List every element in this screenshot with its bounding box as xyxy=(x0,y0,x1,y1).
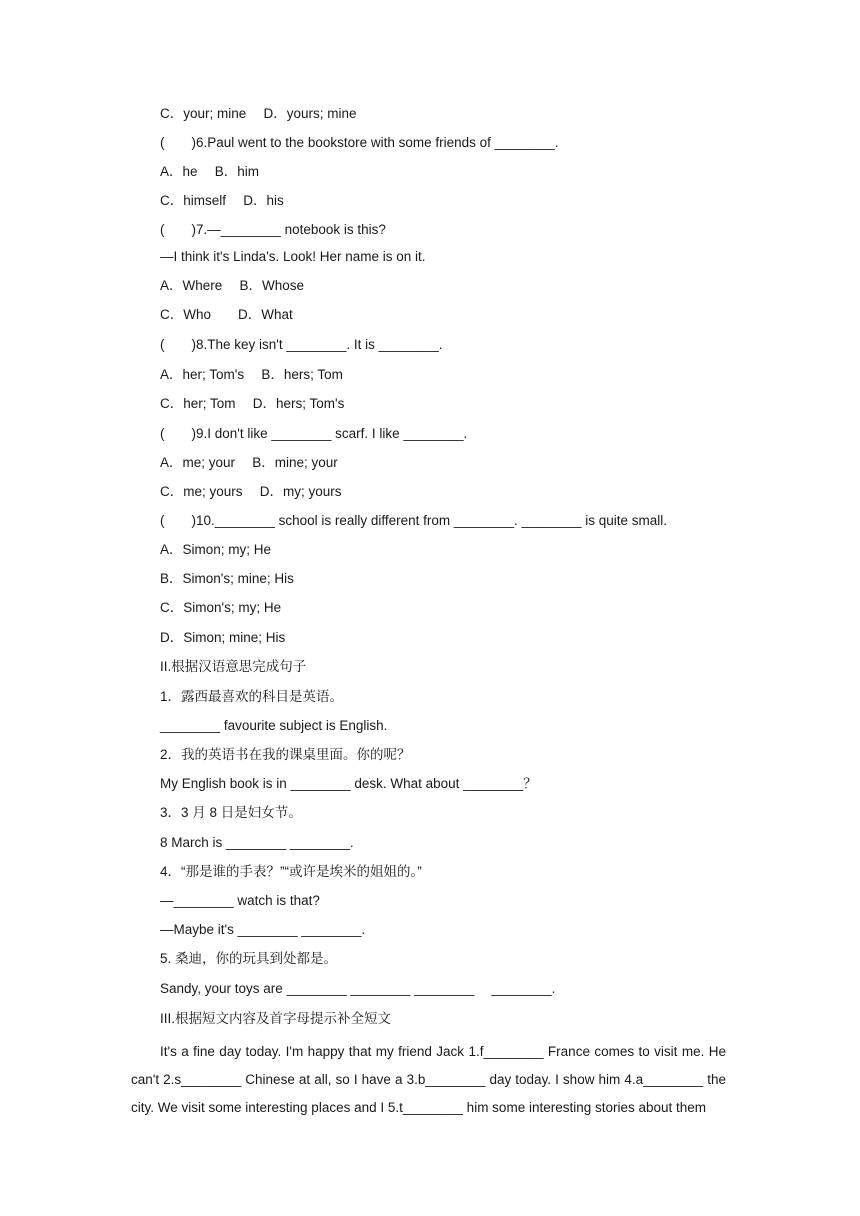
sentence-3-english: 8 March is ________ ________. xyxy=(160,835,354,850)
sentence-5-chinese: 5. 桑迪，你的玩具到处都是。 xyxy=(160,951,338,966)
section-3-heading: III.根据短文内容及首字母提示补全短文 xyxy=(160,1011,392,1026)
question-10-stem: ( )10.________ school is really different from ________. ________ is quite small. xyxy=(160,513,668,528)
sentence-3-chinese: 3．3 月 8 日是妇女节。 xyxy=(160,805,302,820)
question-8-stem: ( )8.The key isn't ________. It is ________. xyxy=(160,337,443,352)
question-10-option-a: A．Simon; my; He xyxy=(160,542,272,557)
sentence-4-english-line-2: —Maybe it's ________ ________. xyxy=(160,922,366,937)
section-2-heading: II.根据汉语意思完成句子 xyxy=(160,659,307,674)
sentence-2-english: My English book is in ________ desk. What about ________？ xyxy=(160,776,537,791)
question-9-options-cd: C．me; yours D．my; yours xyxy=(160,484,342,499)
question-10-option-d: D．Simon; mine; His xyxy=(160,630,286,645)
question-9-options-ab: A．me; your B．mine; your xyxy=(160,455,338,470)
question-6-stem: ( )6.Paul went to the bookstore with some friends of ________. xyxy=(160,135,559,150)
sentence-2-chinese: 2．我的英语书在我的课桌里面。你的呢？ xyxy=(160,747,411,762)
question-8-options-cd: C．her; Tom D．hers; Tom's xyxy=(160,396,345,411)
question-7-options-cd: C．Who D．What xyxy=(160,307,293,322)
question-7-stem: ( )7.—________ notebook is this? xyxy=(160,222,386,237)
question-5-options-cd: C．your; mine D．yours; mine xyxy=(160,106,357,121)
question-7-reply: —I think it's Linda's. Look! Her name is on it. xyxy=(160,249,426,264)
question-10-option-b: B．Simon's; mine; His xyxy=(160,571,294,586)
question-8-options-ab: A．her; Tom's B．hers; Tom xyxy=(160,367,343,382)
question-10-option-c: C．Simon's; my; He xyxy=(160,600,282,615)
question-6-options-ab: A．he B．him xyxy=(160,164,260,179)
question-6-options-cd: C．himself D．his xyxy=(160,193,284,208)
sentence-4-chinese: 4．“那是谁的手表？”“或许是埃米的姐姐的。” xyxy=(160,864,422,879)
sentence-1-chinese: 1．露西最喜欢的科目是英语。 xyxy=(160,689,344,704)
question-9-stem: ( )9.I don't like ________ scarf. I like ________. xyxy=(160,426,468,441)
sentence-5-english: Sandy, your toys are ________ ________ ________ ________. xyxy=(160,981,556,996)
question-7-options-ab: A．Where B．Whose xyxy=(160,278,305,293)
sentence-4-english-line-1: —________ watch is that? xyxy=(160,893,320,908)
cloze-passage: It's a fine day today. I'm happy that my friend Jack 1.f________ France comes to visit me. He can't 2.s________ Chinese at all, so I have a 3.b________ day today. I show him 4.a________ the city. We visit some interesting places and I 5.t________ him some interesting stories about them xyxy=(131,1044,726,1115)
sentence-1-english: ________ favourite subject is English. xyxy=(160,718,388,733)
